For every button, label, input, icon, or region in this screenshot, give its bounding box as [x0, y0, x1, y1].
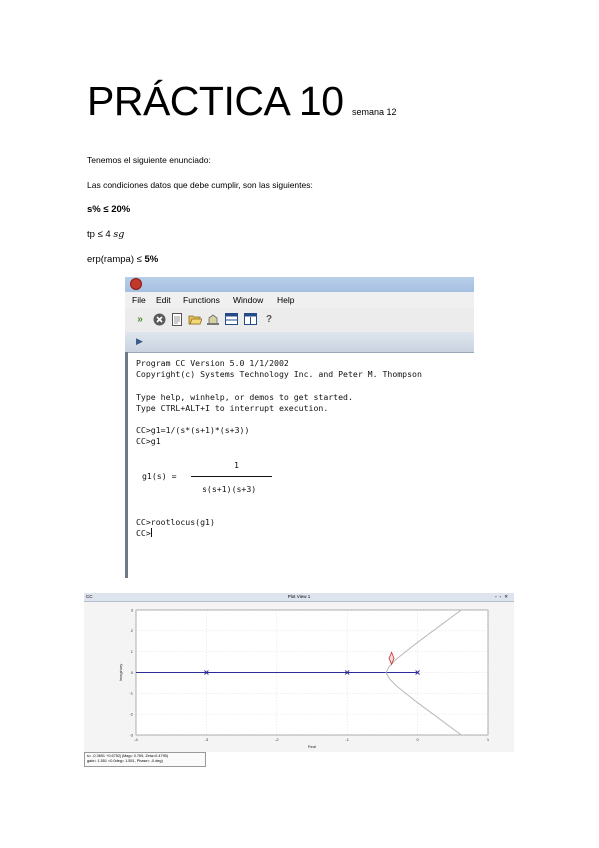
window-icon[interactable] [243, 312, 257, 326]
plot-window-title: Plot View 1 [287, 594, 311, 599]
console-line: CC>rootlocus(g1) [136, 517, 215, 527]
plot-app-icon: CC [86, 594, 93, 599]
stop-icon[interactable] [152, 312, 166, 326]
x-tick-label: -3 [204, 737, 209, 742]
plot-view-window [84, 593, 514, 768]
new-file-icon[interactable] [170, 312, 184, 326]
y-tick-label: 2 [130, 628, 133, 634]
status-line: gain= 1.551 <0.0deg= 1.551, Phase= -0.deg) [87, 759, 163, 763]
page-title: PRÁCTICA 10 [87, 78, 344, 124]
menu-help[interactable]: Help [277, 295, 295, 305]
cond2-rhs: 4 [102, 229, 114, 240]
tf-lhs: g1(s) = [142, 471, 177, 481]
cond2-unit: sg [113, 229, 125, 240]
conditions-intro-text: Las condiciones datos que debe cumplir, son las siguientes: [87, 180, 313, 190]
x-axis-label: Real [307, 744, 317, 749]
y-tick-label: 1 [130, 649, 133, 655]
cond2-op: ≤ [97, 229, 103, 240]
program-cc-window [125, 277, 474, 578]
console-prompt-line [136, 528, 215, 539]
intro-text: Tenemos el siguiente enunciado: [87, 155, 211, 165]
condition-ramp-error [87, 254, 158, 265]
cc-logo-icon [131, 279, 141, 289]
menu-edit[interactable]: Edit [156, 295, 171, 305]
plot-titlebar [84, 593, 514, 602]
tf-denominator: s(s+1)(s+3) [202, 484, 257, 494]
condition-overshoot [87, 204, 130, 215]
help-icon[interactable]: ? [265, 313, 273, 325]
page-subtitle: semana 12 [352, 107, 397, 117]
console-prompt: CC> [136, 528, 151, 539]
cc-console-tail[interactable] [136, 517, 215, 539]
y-tick-label: -3 [129, 732, 133, 738]
plot-body [84, 602, 514, 752]
x-tick-label: 0 [416, 737, 419, 742]
open-folder-icon[interactable] [188, 312, 202, 326]
x-tick-label: -4 [134, 737, 138, 742]
console-line: Type CTRL+ALT+I to interrupt execution. [136, 402, 329, 413]
console-line: CC>g1 [136, 436, 161, 447]
cc-console[interactable] [136, 358, 422, 448]
x-tick-label: 1 [486, 737, 490, 742]
run-icon[interactable]: » [137, 313, 143, 325]
prompt-arrow-icon: ▶ [136, 336, 143, 346]
y-axis-label: Imaginary [118, 663, 123, 682]
cc-left-border [125, 352, 128, 578]
console-line: Program CC Version 5.0 1/1/2002 [136, 358, 289, 368]
cond2-lhs: tp [87, 229, 98, 240]
library-icon[interactable] [206, 312, 220, 326]
cond1-op: ≤ [103, 204, 109, 215]
cc-titlebar [125, 277, 474, 292]
console-line: CC>g1=1/(s*(s+1)*(s+3)) [136, 425, 250, 436]
menu-file[interactable]: File [132, 295, 146, 305]
console-line [136, 414, 422, 425]
text-cursor [151, 528, 152, 537]
tf-fraction-bar [191, 476, 272, 477]
condition-peak-time [87, 229, 124, 240]
tf-numerator: 1 [234, 460, 239, 470]
y-tick-label: 3 [130, 607, 133, 613]
y-tick-label: -2 [129, 711, 133, 717]
y-tick-label: 0 [130, 669, 133, 675]
x-tick-label: -2 [275, 737, 279, 742]
menu-functions[interactable]: Functions [183, 295, 220, 305]
cond3-lhs: erp(rampa) [87, 254, 137, 265]
plot-status-box [84, 752, 206, 767]
console-line [136, 380, 422, 391]
menu-window[interactable]: Window [233, 295, 264, 305]
split-window-icon[interactable] [224, 312, 238, 326]
page-title-block [87, 78, 397, 125]
cc-command-strip [125, 332, 474, 353]
cond3-op: ≤ [136, 254, 142, 265]
cond1-lhs: s% [87, 204, 104, 215]
y-tick-label: -1 [129, 690, 133, 696]
console-line: Type help, winhelp, or demos to get started. [136, 391, 353, 402]
console-line: Copyright(c) Systems Technology Inc. and Peter M. Thompson [136, 369, 422, 380]
cc-menubar [125, 292, 474, 308]
status-line: s= -0.3691 +0.6752j (Mag= 0.769, Zeta=0.4795) [87, 754, 169, 758]
cond1-rhs: 20% [108, 204, 131, 215]
cond3-rhs: 5% [141, 254, 159, 265]
x-tick-label: -1 [345, 737, 349, 742]
window-controls-icon[interactable]: ▫▫✕ [495, 594, 511, 599]
cc-toolbar [125, 308, 474, 333]
root-locus-chart[interactable] [84, 602, 514, 752]
